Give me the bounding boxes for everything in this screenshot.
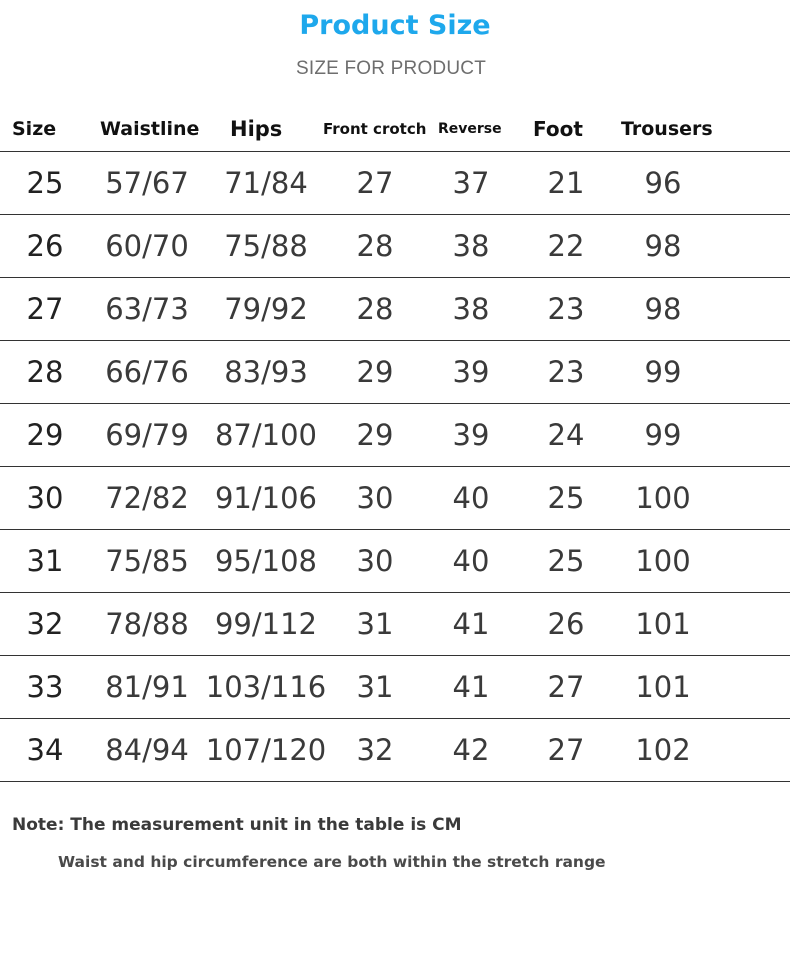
- cell-size: 30: [26, 481, 64, 515]
- cell-foot: 26: [547, 607, 585, 641]
- cell-size: 29: [26, 418, 64, 452]
- cell-trousers: 99: [644, 355, 682, 389]
- cell-hips: 103/116: [205, 670, 327, 704]
- table-row: [0, 718, 790, 782]
- cell-foot: 24: [547, 418, 585, 452]
- cell-waistline: 63/73: [105, 292, 189, 326]
- size-table-body: [0, 151, 790, 782]
- cell-front-crotch: 30: [356, 544, 394, 578]
- cell-foot: 23: [547, 355, 585, 389]
- table-row: [0, 466, 790, 529]
- table-row: [0, 214, 790, 277]
- cell-foot: 22: [547, 229, 585, 263]
- cell-reverse: 38: [452, 229, 490, 263]
- cell-foot: 23: [547, 292, 585, 326]
- cell-foot: 27: [547, 670, 585, 704]
- cell-trousers: 100: [635, 544, 691, 578]
- table-row: [0, 529, 790, 592]
- table-row: [0, 277, 790, 340]
- cell-reverse: 39: [452, 355, 490, 389]
- column-header-front-crotch: Front crotch: [323, 120, 427, 138]
- cell-reverse: 40: [452, 481, 490, 515]
- page-subtitle: SIZE FOR PRODUCT: [295, 58, 487, 79]
- cell-waistline: 78/88: [105, 607, 189, 641]
- cell-foot: 25: [547, 481, 585, 515]
- page-title: Product Size: [299, 10, 491, 41]
- cell-hips: 79/92: [224, 292, 308, 326]
- table-row: [0, 403, 790, 466]
- cell-size: 28: [26, 355, 64, 389]
- cell-reverse: 41: [452, 607, 490, 641]
- cell-front-crotch: 30: [356, 481, 394, 515]
- column-header-trousers: Trousers: [621, 118, 713, 140]
- cell-waistline: 81/91: [105, 670, 189, 704]
- cell-trousers: 98: [644, 292, 682, 326]
- cell-reverse: 40: [452, 544, 490, 578]
- stretch-note: Waist and hip circumference are both within the stretch range: [58, 853, 606, 871]
- cell-front-crotch: 27: [356, 166, 394, 200]
- cell-front-crotch: 29: [356, 418, 394, 452]
- cell-reverse: 39: [452, 418, 490, 452]
- column-header-hips: Hips: [230, 117, 283, 141]
- cell-trousers: 101: [635, 670, 691, 704]
- column-header-size: Size: [12, 118, 57, 140]
- cell-hips: 71/84: [224, 166, 308, 200]
- table-row: [0, 592, 790, 655]
- cell-hips: 99/112: [214, 607, 318, 641]
- cell-hips: 91/106: [214, 481, 318, 515]
- cell-waistline: 60/70: [105, 229, 189, 263]
- cell-hips: 87/100: [214, 418, 318, 452]
- cell-reverse: 42: [452, 733, 490, 767]
- cell-waistline: 75/85: [105, 544, 189, 578]
- cell-size: 32: [26, 607, 64, 641]
- cell-size: 34: [26, 733, 64, 767]
- cell-waistline: 84/94: [105, 733, 189, 767]
- cell-front-crotch: 29: [356, 355, 394, 389]
- cell-size: 26: [26, 229, 64, 263]
- cell-hips: 83/93: [224, 355, 308, 389]
- cell-reverse: 38: [452, 292, 490, 326]
- cell-reverse: 37: [452, 166, 490, 200]
- column-header-reverse: Reverse: [438, 121, 502, 137]
- cell-size: 33: [26, 670, 64, 704]
- cell-trousers: 101: [635, 607, 691, 641]
- table-row: [0, 151, 790, 214]
- cell-size: 27: [26, 292, 64, 326]
- cell-trousers: 96: [644, 166, 682, 200]
- cell-trousers: 100: [635, 481, 691, 515]
- cell-trousers: 102: [635, 733, 691, 767]
- table-row: [0, 340, 790, 403]
- cell-hips: 75/88: [224, 229, 308, 263]
- cell-front-crotch: 28: [356, 292, 394, 326]
- column-header-waistline: Waistline: [100, 118, 200, 140]
- table-row: [0, 655, 790, 718]
- cell-front-crotch: 31: [356, 670, 394, 704]
- column-header-foot: Foot: [533, 117, 583, 141]
- cell-foot: 25: [547, 544, 585, 578]
- cell-waistline: 69/79: [105, 418, 189, 452]
- cell-hips: 95/108: [214, 544, 318, 578]
- cell-size: 25: [26, 166, 64, 200]
- cell-hips: 107/120: [205, 733, 327, 767]
- cell-waistline: 66/76: [105, 355, 189, 389]
- cell-trousers: 98: [644, 229, 682, 263]
- cell-waistline: 57/67: [105, 166, 189, 200]
- cell-foot: 27: [547, 733, 585, 767]
- cell-front-crotch: 32: [356, 733, 394, 767]
- cell-front-crotch: 28: [356, 229, 394, 263]
- cell-size: 31: [26, 544, 64, 578]
- cell-foot: 21: [547, 166, 585, 200]
- table-header: [0, 112, 790, 146]
- cell-trousers: 99: [644, 418, 682, 452]
- unit-note: Note: The measurement unit in the table is CM: [12, 815, 462, 835]
- cell-waistline: 72/82: [105, 481, 189, 515]
- cell-reverse: 41: [452, 670, 490, 704]
- cell-front-crotch: 31: [356, 607, 394, 641]
